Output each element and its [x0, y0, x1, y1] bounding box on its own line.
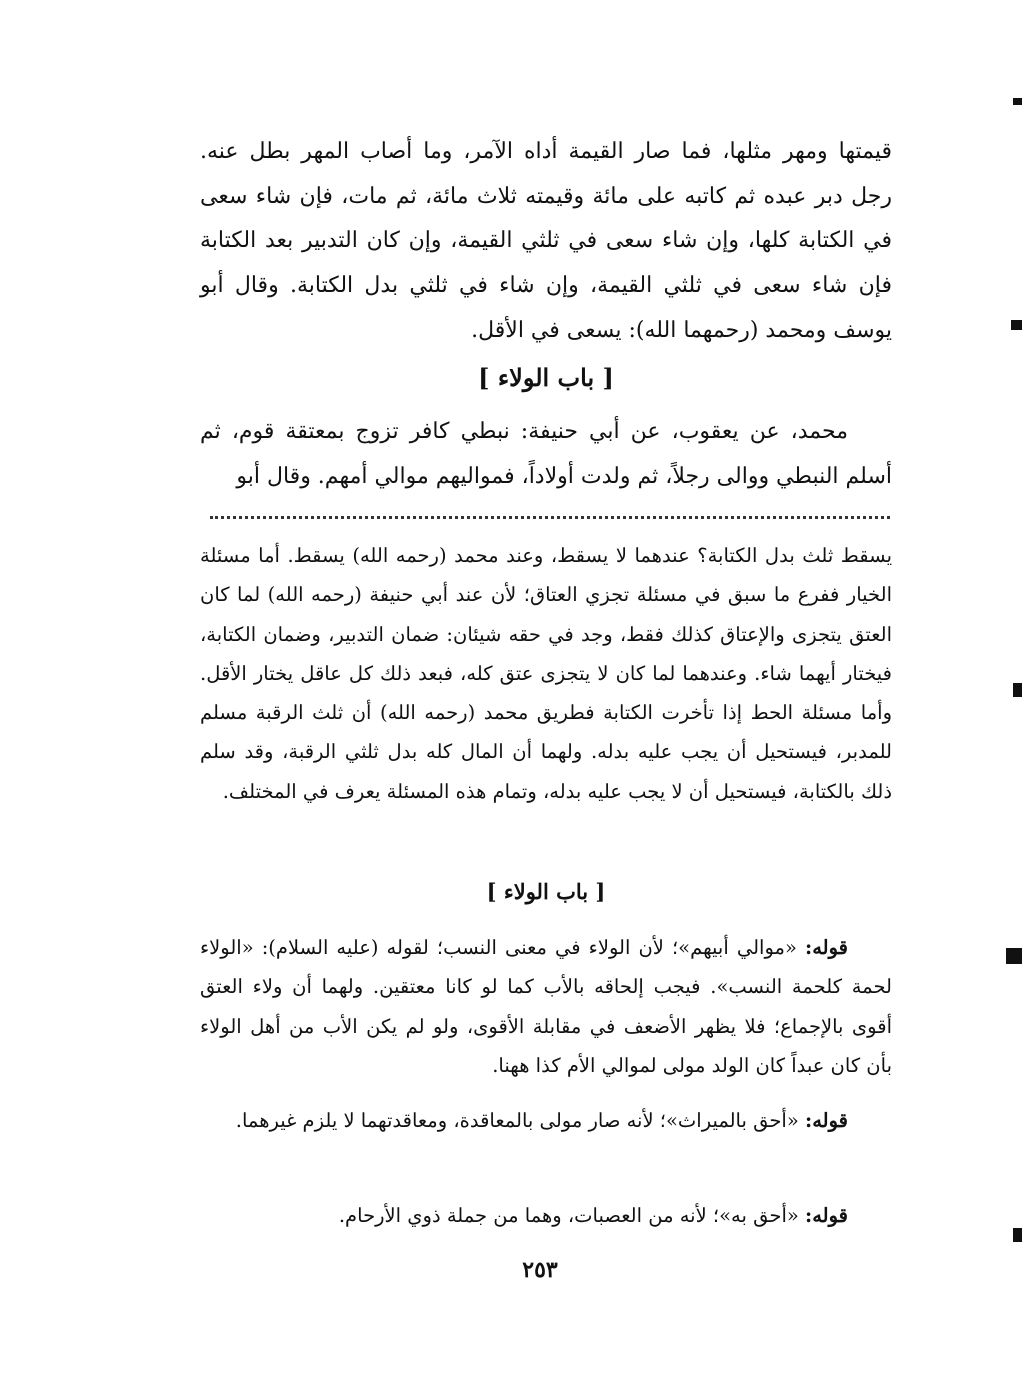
scan-artifact-mark	[1011, 320, 1022, 330]
main-text-para-2	[200, 410, 892, 499]
main-text-para-1	[200, 130, 892, 354]
commentary-para-3-content	[200, 1101, 892, 1140]
scan-artifact-mark	[1006, 948, 1022, 964]
commentary-para-3-text: «أحق بالميراث»؛ لأنه صار مولى بالمعاقدة، ومعاقدتهما لا يلزم غيرهما.	[235, 1109, 799, 1132]
scan-artifact-mark	[1013, 683, 1022, 697]
qawluhu-label: قوله:	[805, 1109, 848, 1132]
commentary-para-4	[200, 1196, 892, 1235]
commentary-para-4-text: «أحق به»؛ لأنه من العصبات، وهما من جملة ذوي الأرحام.	[338, 1204, 799, 1227]
commentary-para-3	[200, 1101, 892, 1140]
scan-artifact-mark	[1013, 98, 1022, 105]
commentary-section-heading: [ باب الولاء ]	[486, 879, 606, 904]
commentary-para-2	[200, 928, 892, 1085]
scan-artifact-mark	[1013, 1228, 1022, 1242]
commentary-para-4-content	[200, 1196, 892, 1235]
qawluhu-label: قوله:	[805, 936, 848, 959]
commentary-para-1-content: يسقط ثلث بدل الكتابة؟ عندهما لا يسقط، وعند محمد (رحمه الله) يسقط. أما مسئلة الخيار ففرع ما سبق في مسئلة تجزي العتاق؛ لأن عند أبي حنيفة (رحمه الله) لما كان العتق يتجزى والإعتاق كذلك فقط، وجد في حقه شيئان: ضمان التدبير، وضمان الكتابة، فيختار أيهما شاء. وعندهما لما كان لا يتجزى عتق كله، فبعد ذلك كل عاقل يختار الأقل. وأما مسئلة الحط إذا تأخرت الكتابة فطريق محمد (رحمه الله) أن ثلث الرقبة مسلم للمدبر، فيستحيل أن يجب عليه بدله. ولهما أن المال كله بدل ثلثي الرقبة، وقد سلم ذلك بالكتابة، فيستحيل أن لا يجب عليه بدله، وتمام هذه المسئلة يعرف في المختلف.	[200, 544, 892, 803]
main-text-para-1-content: قيمتها ومهر مثلها، فما صار القيمة أداه الآمر، وما أصاب المهر بطل عنه. رجل دبر عبده ثم كاتبه على مائة وقيمته ثلاث مائة، ثم مات، فإن شاء سعى في الكتابة كلها، وإن شاء سعى في ثلثي القيمة، وإن كان التدبير بعد الكتابة فإن شاء سعى في ثلثي القيمة، وإن شاء في ثلثي بدل الكتابة. وقال أبو يوسف ومحمد (رحمهما الله): يسعى في الأقل.	[200, 139, 892, 343]
commentary-para-1	[200, 536, 892, 811]
page-number: ٢٥٣	[522, 1257, 558, 1283]
main-section-heading: [ باب الولاء ]	[478, 363, 614, 392]
qawluhu-label: قوله:	[805, 1204, 848, 1227]
main-text-para-2-content: محمد، عن يعقوب، عن أبي حنيفة: نبطي كافر تزوج بمعتقة قوم، ثم أسلم النبطي ووالى رجلاً، ثم ولدت أولاداً، فمواليهم موالي أمهم. وقال أبو	[200, 419, 892, 489]
section-divider	[210, 516, 890, 519]
commentary-para-2-content	[200, 928, 892, 1085]
commentary-para-2-text: «موالي أبيهم»؛ لأن الولاء في معنى النسب؛ لقوله (عليه السلام): «الولاء لحمة كلحمة النسب». فيجب إلحاقه بالأب كما لو كانا معتقين. ولهما أن ولاء العتق أقوى بالإجماع؛ فلا يظهر الأضعف في مقابلة الأقوى، ولو لم يكن الأب من أهل الولاء بأن كان عبداً كان الولد مولى لموالي الأم كذا ههنا.	[200, 936, 892, 1077]
